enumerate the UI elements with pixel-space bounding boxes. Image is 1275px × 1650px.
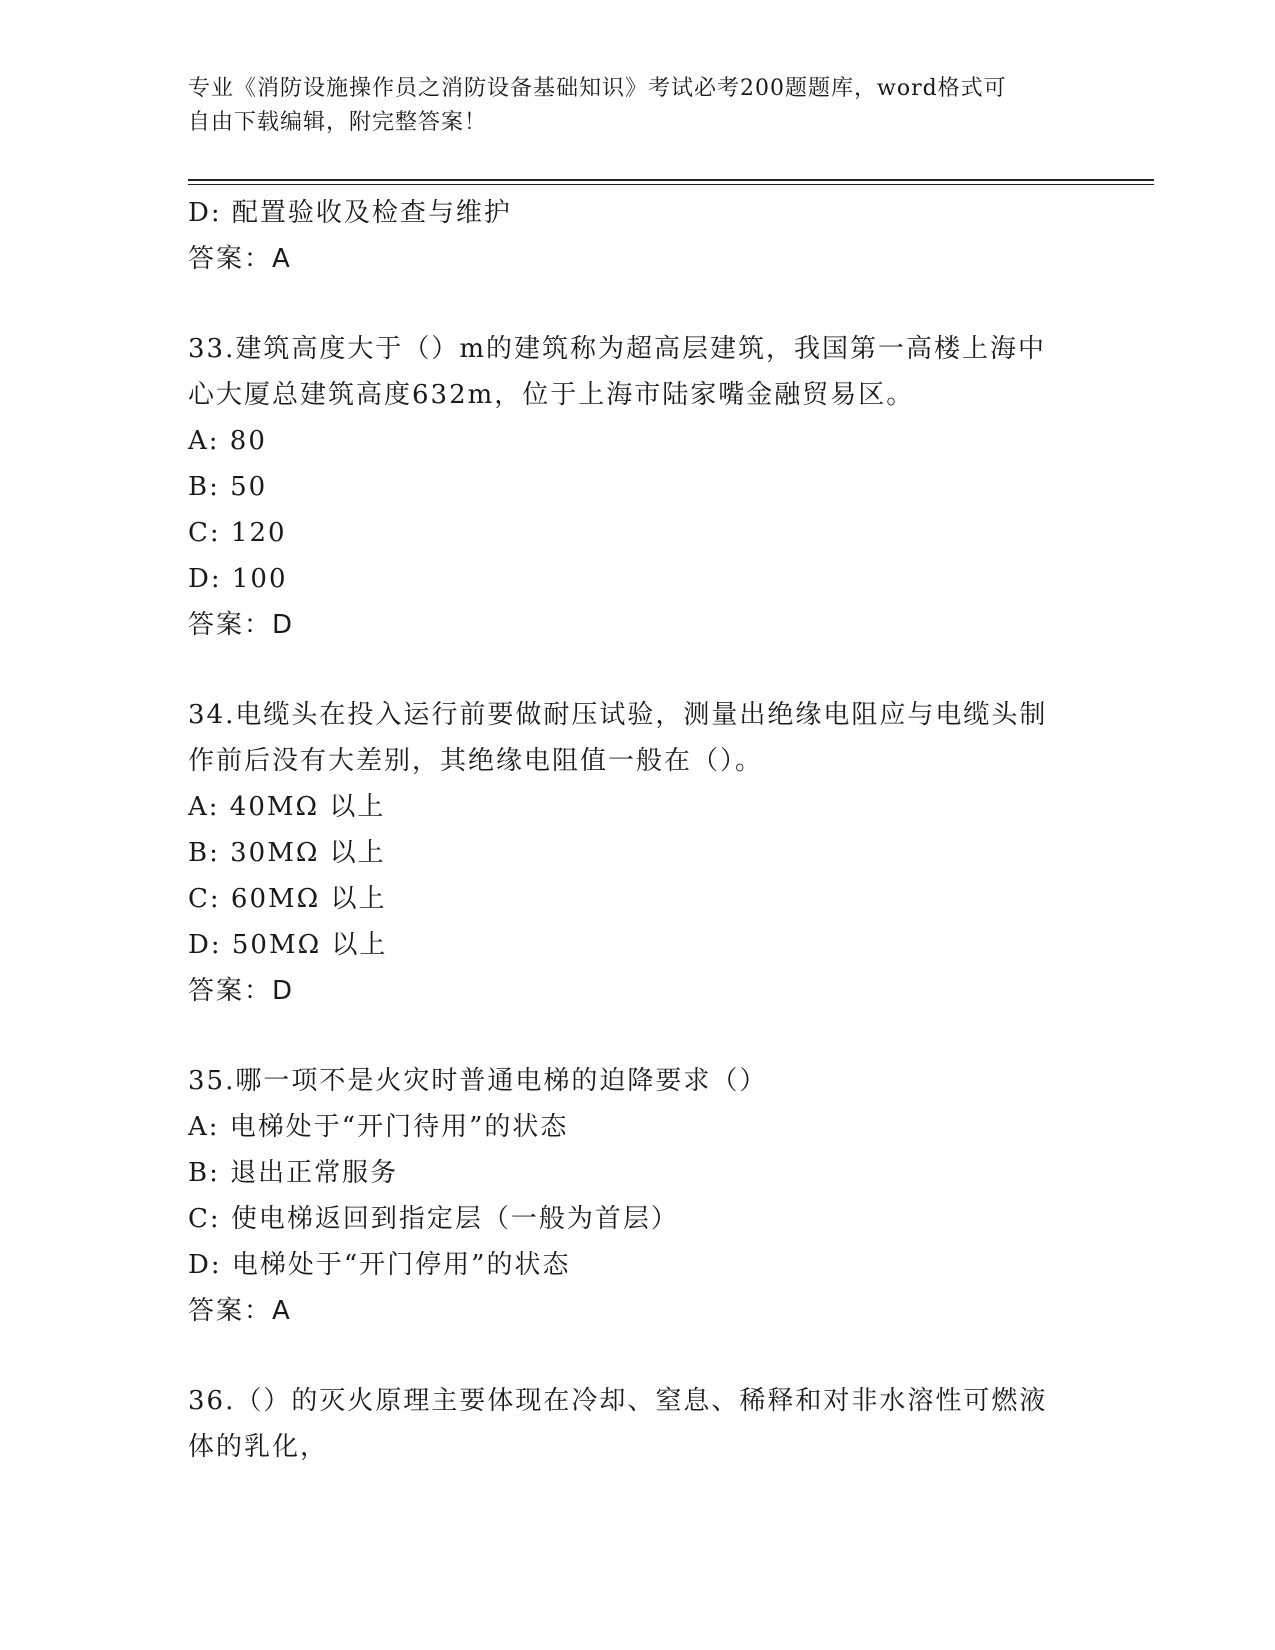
option-c: C: 使电梯返回到指定层（一般为首层） [188, 1204, 679, 1234]
header-line-1: 专业《消防设施操作员之消防设备基础知识》考试必考200题题库，word格式可 [188, 76, 1007, 101]
option-a: A: 电梯处于“开门待用”的状态 [188, 1112, 569, 1142]
question-block-36 [188, 1378, 1088, 1470]
question-text: 作前后没有大差别，其绝缘电阻值一般在（）。 [188, 746, 764, 776]
header-divider-thin [188, 184, 1154, 185]
question-block-prev [188, 190, 1088, 282]
header-line-2: 自由下载编辑，附完整答案！ [188, 110, 488, 135]
option-b: B: 退出正常服务 [188, 1158, 399, 1188]
option-a: A: 80 [188, 426, 267, 456]
option-c: C: 60MΩ 以上 [188, 884, 387, 914]
question-text: 35.哪一项不是火灾时普通电梯的迫降要求（） [188, 1066, 768, 1096]
option-b: B: 50 [188, 472, 268, 502]
question-content [188, 190, 1088, 1470]
question-text: 36.（）的灭火原理主要体现在冷却、窒息、稀释和对非水溶性可燃液 [188, 1386, 1048, 1416]
option-d: D: 100 [188, 564, 288, 594]
answer-line: 答案：D [188, 976, 295, 1006]
question-block-35 [188, 1058, 1088, 1334]
question-block-34 [188, 692, 1088, 1014]
option-b: B: 30MΩ 以上 [188, 838, 386, 868]
header-divider-thick [188, 179, 1154, 181]
question-text: 体的乳化， [188, 1432, 329, 1462]
question-text: 心大厦总建筑高度632m，位于上海市陆家嘴金融贸易区。 [188, 380, 915, 410]
option-d: D: 配置验收及检查与维护 [188, 198, 512, 228]
option-d: D: 电梯处于“开门停用”的状态 [188, 1250, 571, 1280]
option-a: A: 40MΩ 以上 [188, 792, 386, 822]
answer-line: 答案：A [188, 1296, 292, 1326]
option-c: C: 120 [188, 518, 287, 548]
document-header [188, 72, 1088, 140]
question-text: 33.建筑高度大于（）m的建筑称为超高层建筑，我国第一高楼上海中 [188, 334, 1047, 364]
answer-line: 答案：A [188, 244, 292, 274]
answer-line: 答案：D [188, 610, 295, 640]
question-text: 34.电缆头在投入运行前要做耐压试验，测量出绝缘电阻应与电缆头制 [188, 700, 1048, 730]
question-block-33 [188, 326, 1088, 648]
option-d: D: 50MΩ 以上 [188, 930, 388, 960]
